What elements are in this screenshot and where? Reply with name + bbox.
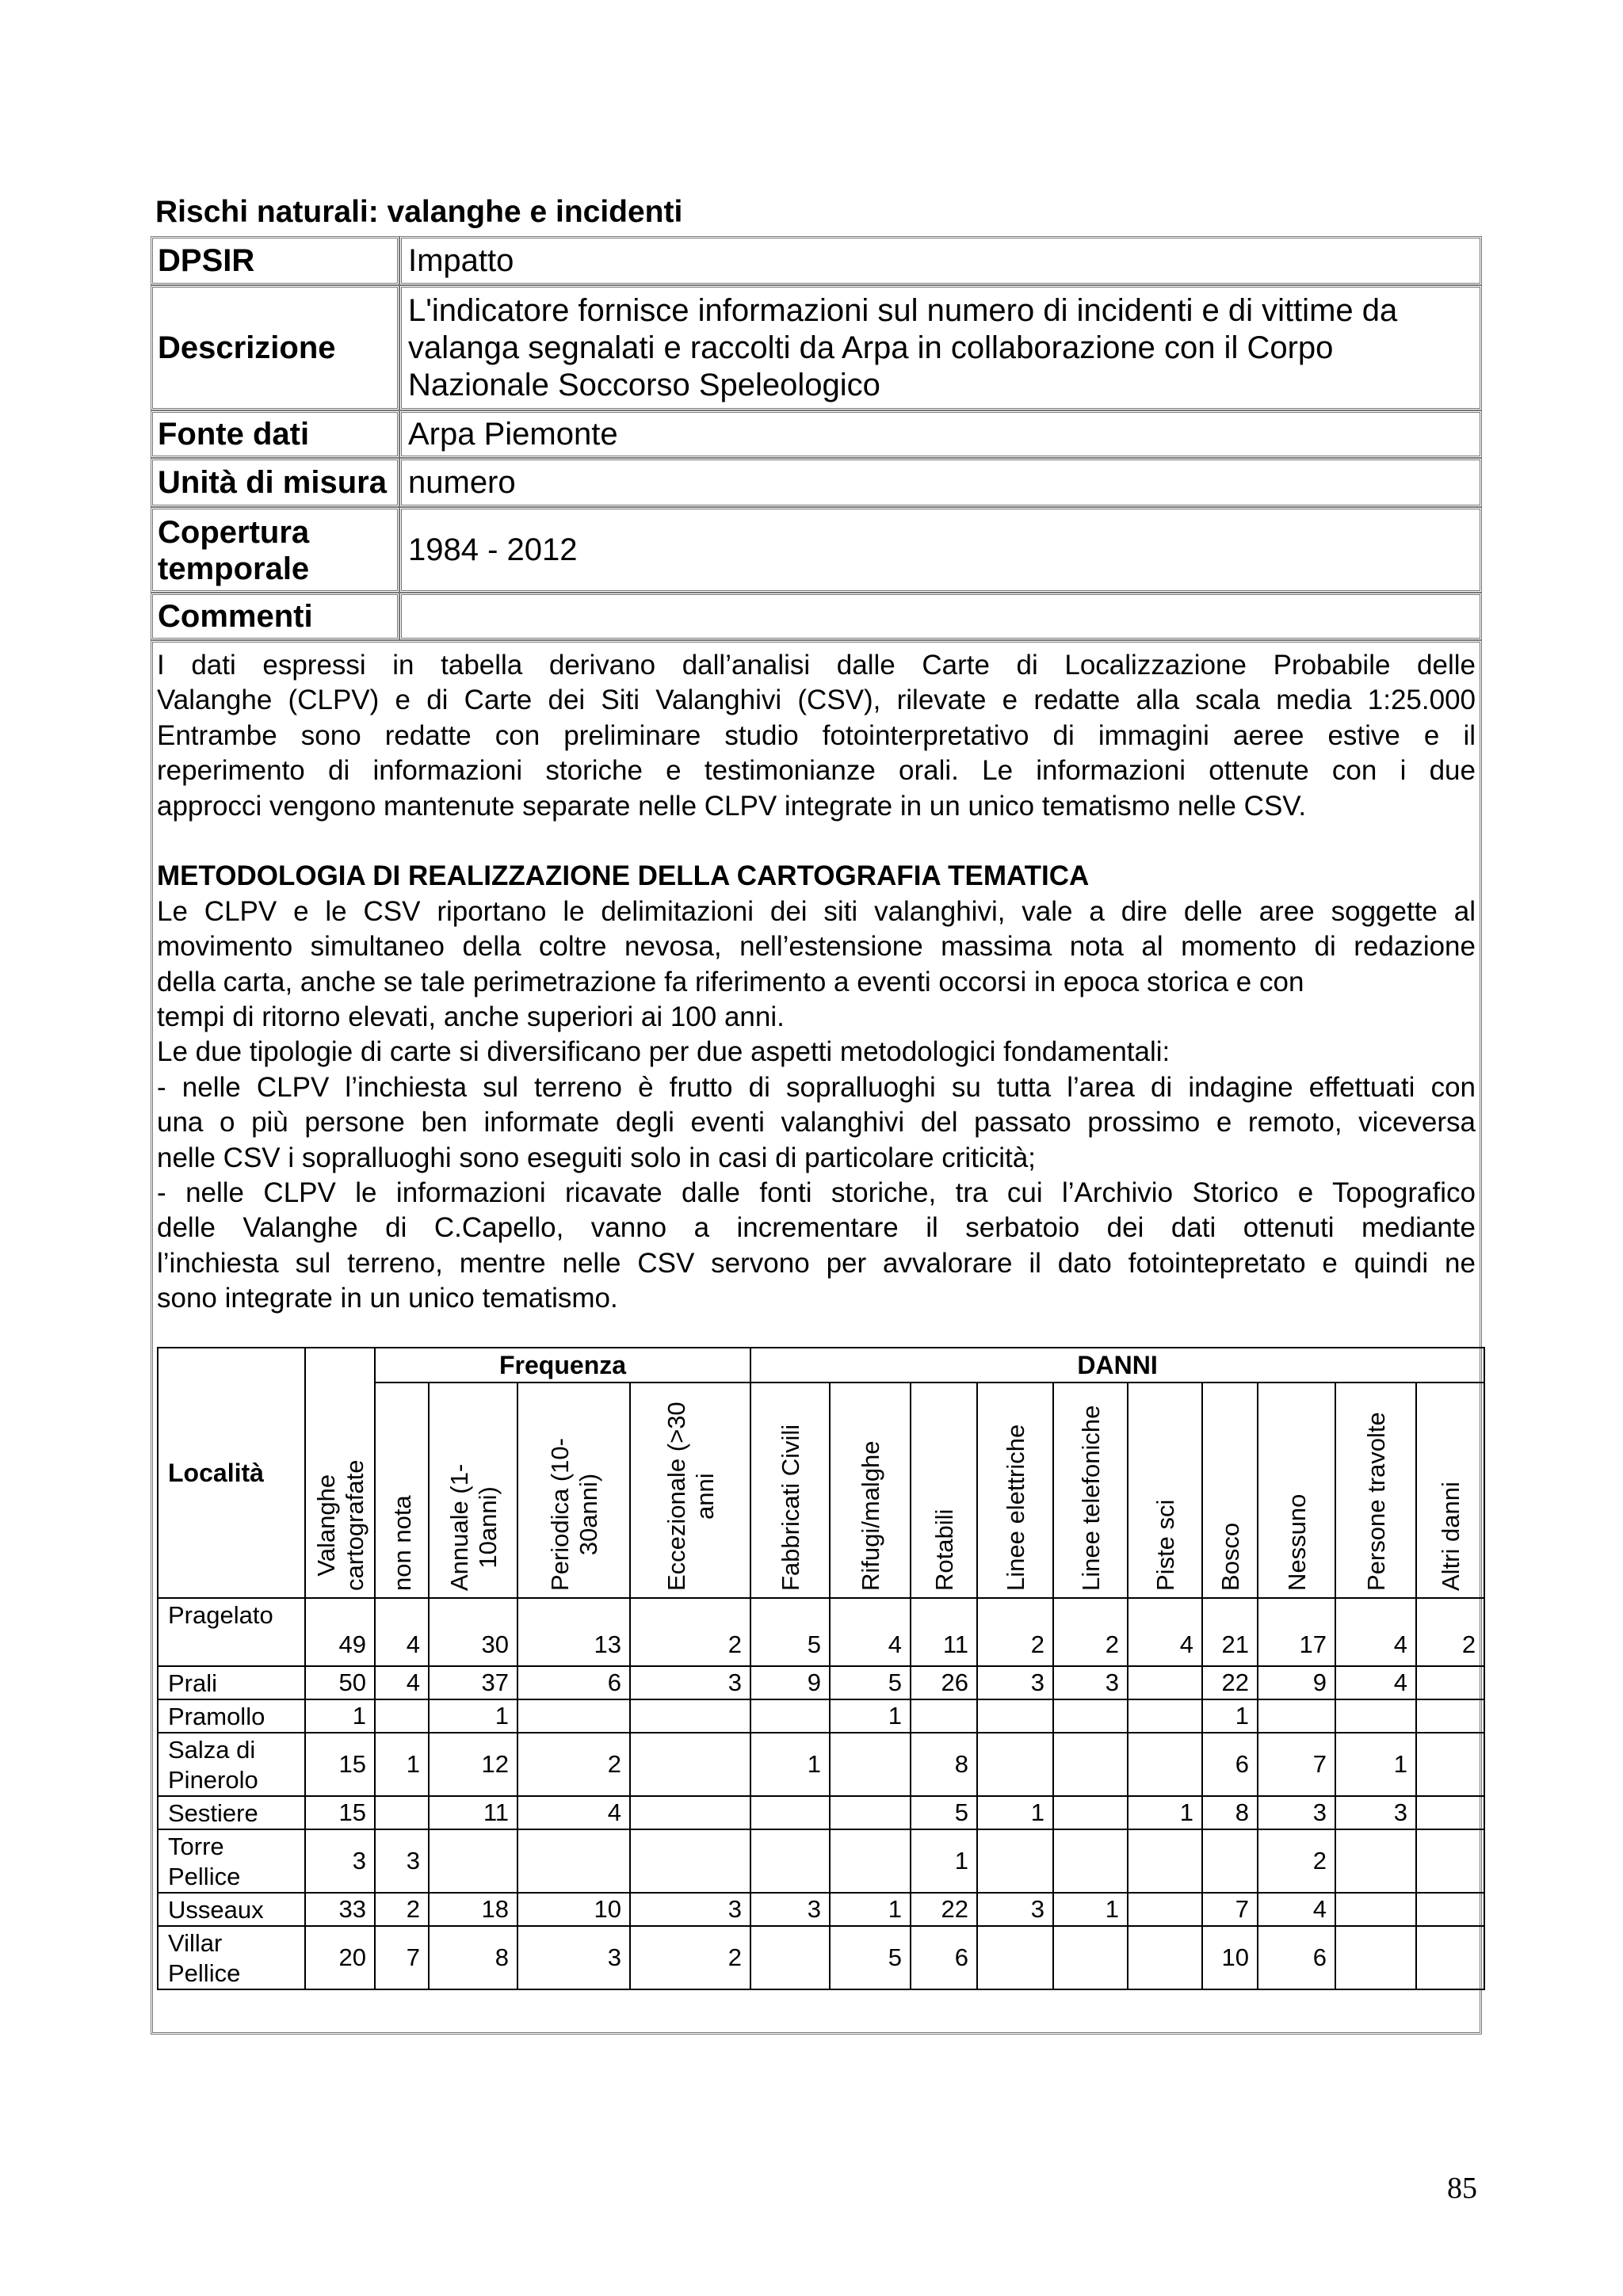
- table-cell: 1: [830, 1699, 911, 1733]
- table-cell: 8: [1202, 1796, 1258, 1829]
- table-cell: [375, 1699, 429, 1733]
- note-line: approcci vengono mantenute separate nelle CLPV integrate in un unico tematismo nelle CSV.: [157, 790, 1307, 822]
- table-cell: [630, 1796, 750, 1829]
- cell-localita: Torre Pellice: [158, 1829, 305, 1893]
- table-cell: 22: [911, 1893, 977, 1926]
- table-cell: 7: [1258, 1733, 1335, 1796]
- table-cell: 1: [1128, 1796, 1202, 1829]
- note-line: tempi di ritorno elevati, anche superiori ai 100 anni.: [157, 1001, 785, 1033]
- table-cell: 1: [911, 1829, 977, 1893]
- table-cell: 37: [429, 1666, 517, 1699]
- descrizione-line: Nazionale Soccorso Speleologico: [408, 368, 880, 402]
- table-cell: [429, 1829, 517, 1893]
- table-cell: 3: [517, 1926, 630, 1989]
- table-cell: 1: [830, 1893, 911, 1926]
- header-frequenza: Frequenza: [375, 1348, 750, 1383]
- header-danni-col-label: Bosco: [1216, 1522, 1245, 1591]
- table-cell: [1128, 1829, 1202, 1893]
- table-cell: 33: [305, 1893, 375, 1926]
- table-cell: 4: [1128, 1598, 1202, 1666]
- table-cell: [1335, 1829, 1416, 1893]
- cell-localita: Usseaux: [158, 1893, 305, 1926]
- table-cell: [630, 1699, 750, 1733]
- table-cell: 1: [750, 1733, 830, 1796]
- note-line: Valanghe (CLPV) e di Carte dei Siti Valanghivi (CSV), rilevate e redatte alla scala media 1:25.000: [157, 685, 1476, 716]
- table-cell: 1: [977, 1796, 1053, 1829]
- table-cell: [1416, 1796, 1484, 1829]
- table-cell: 12: [429, 1733, 517, 1796]
- table-cell: 4: [517, 1796, 630, 1829]
- table-cell: [750, 1926, 830, 1989]
- table-cell: [375, 1796, 429, 1829]
- fonte-value: Arpa Piemonte: [399, 410, 1482, 458]
- table-cell: 8: [911, 1733, 977, 1796]
- table-cell: [750, 1699, 830, 1733]
- header-danni-col-label: Linee elettriche: [1002, 1424, 1030, 1591]
- table-cell: [830, 1829, 911, 1893]
- table-cell: 10: [517, 1893, 630, 1926]
- table-cell: [1335, 1893, 1416, 1926]
- table-cell: 3: [977, 1666, 1053, 1699]
- table-cell: 1: [1053, 1893, 1128, 1926]
- table-cell: 2: [375, 1893, 429, 1926]
- table-cell: [1128, 1733, 1202, 1796]
- header-danni-col-label: Fabbricati Civili: [777, 1424, 805, 1591]
- header-danni-col-label: Rifugi/malghe: [857, 1440, 885, 1591]
- header-frequenza-col-label: Eccezionale (>30 anni: [663, 1402, 719, 1591]
- note-line: - nelle CLPV le informazioni ricavate dalle fonti storiche, tra cui l’Archivio Storico e Topografico: [157, 1177, 1476, 1209]
- header-danni-col-label: Persone travolte: [1362, 1412, 1391, 1591]
- header-frequenza-col-label: non nota: [388, 1495, 416, 1591]
- unita-label: Unità di misura: [151, 458, 399, 507]
- table-cell: [1053, 1796, 1128, 1829]
- header-danni-col-label: Piste sci: [1151, 1499, 1180, 1591]
- note-line: Le CLPV e le CSV riportano le delimitazioni dei siti valanghivi, vale a dire delle aree soggette al: [157, 895, 1476, 927]
- header-danni-col-label: Altri danni: [1437, 1482, 1465, 1591]
- note-line: nelle CSV i sopralluoghi sono eseguiti solo in casi di particolare criticità;: [157, 1142, 1036, 1173]
- table-cell: 10: [1202, 1926, 1258, 1989]
- table-cell: 1: [305, 1699, 375, 1733]
- table-cell: 49: [305, 1598, 375, 1666]
- table-cell: [1416, 1666, 1484, 1699]
- table-cell: 4: [1335, 1598, 1416, 1666]
- table-row: [158, 1699, 1484, 1733]
- table-cell: 1: [429, 1699, 517, 1733]
- table-cell: 7: [375, 1926, 429, 1989]
- header-frequenza-col-label: Annuale (1- 10anni): [445, 1463, 502, 1591]
- note-line: della carta, anche se tale perimetrazione fa riferimento a eventi occorsi in epoca storica e con: [157, 966, 1304, 997]
- table-row: [158, 1598, 1484, 1666]
- section-title: Rischi naturali: valanghe e incidenti: [155, 195, 683, 229]
- table-row: [158, 1666, 1484, 1699]
- note-line: l’inchiesta sul terreno, mentre nelle CSV servono per avvalorare il dato fotointepretato e quindi ne: [157, 1247, 1476, 1279]
- commenti-label: Commenti: [151, 593, 399, 640]
- header-danni-col: [1202, 1383, 1258, 1598]
- header-danni-col: [830, 1383, 911, 1598]
- table-cell: [517, 1829, 630, 1893]
- table-cell: [630, 1829, 750, 1893]
- table-cell: 4: [830, 1598, 911, 1666]
- table-cell: 2: [1053, 1598, 1128, 1666]
- table-cell: 5: [911, 1796, 977, 1829]
- table-cell: [517, 1699, 630, 1733]
- table-cell: [1128, 1666, 1202, 1699]
- table-cell: 2: [630, 1598, 750, 1666]
- descrizione-value: [399, 285, 1482, 410]
- table-cell: 2: [1416, 1598, 1484, 1666]
- header-danni-col: [1335, 1383, 1416, 1598]
- table-cell: 6: [911, 1926, 977, 1989]
- table-cell: 7: [1202, 1893, 1258, 1926]
- table-cell: [750, 1829, 830, 1893]
- table-cell: 15: [305, 1796, 375, 1829]
- table-cell: 1: [1335, 1733, 1416, 1796]
- table-cell: [1053, 1733, 1128, 1796]
- table-cell: 20: [305, 1926, 375, 1989]
- table-cell: 15: [305, 1733, 375, 1796]
- table-cell: 3: [1053, 1666, 1128, 1699]
- table-cell: [1128, 1699, 1202, 1733]
- descrizione-line: L'indicatore fornisce informazioni sul numero di incidenti e di vittime da: [408, 293, 1398, 328]
- table-cell: [1416, 1829, 1484, 1893]
- table-cell: [1416, 1926, 1484, 1989]
- header-danni-col-label: Nessuno: [1283, 1493, 1312, 1591]
- note-line: reperimento di informazioni storiche e testimonianze orali. Le informazioni ottenute con i due: [157, 755, 1476, 787]
- table-cell: [1128, 1893, 1202, 1926]
- table-cell: 6: [1202, 1733, 1258, 1796]
- table-cell: [750, 1796, 830, 1829]
- header-danni-col: [911, 1383, 977, 1598]
- descrizione-label: Descrizione: [151, 285, 399, 410]
- table-cell: 2: [977, 1598, 1053, 1666]
- copertura-label-line: temporale: [158, 551, 310, 586]
- table-cell: 3: [750, 1893, 830, 1926]
- table-cell: 8: [429, 1926, 517, 1989]
- table-cell: [1416, 1699, 1484, 1733]
- header-danni-col: [1128, 1383, 1202, 1598]
- header-danni-col-label: Linee telefoniche: [1077, 1405, 1106, 1591]
- table-cell: [977, 1926, 1053, 1989]
- table-cell: 26: [911, 1666, 977, 1699]
- cell-localita: Sestiere: [158, 1796, 305, 1829]
- commenti-value: [399, 593, 1482, 640]
- table-cell: 50: [305, 1666, 375, 1699]
- notes-text: [157, 648, 1476, 1317]
- page-number: 85: [1447, 2172, 1477, 2205]
- table-cell: 2: [517, 1733, 630, 1796]
- table-row: [158, 1733, 1484, 1796]
- table-cell: [977, 1829, 1053, 1893]
- table-cell: [1416, 1893, 1484, 1926]
- table-cell: [830, 1796, 911, 1829]
- table-cell: 4: [1335, 1666, 1416, 1699]
- cell-localita: Pramollo: [158, 1699, 305, 1733]
- table-cell: 3: [1335, 1796, 1416, 1829]
- table-cell: 3: [1258, 1796, 1335, 1829]
- table-cell: 3: [630, 1666, 750, 1699]
- table-cell: 11: [429, 1796, 517, 1829]
- table-cell: 9: [750, 1666, 830, 1699]
- dpsir-label: DPSIR: [151, 236, 399, 285]
- note-line: delle Valanghe di C.Capello, vanno a incrementare il serbatoio dei dati ottenuti mediante: [157, 1212, 1476, 1244]
- table-cell: 4: [375, 1598, 429, 1666]
- table-cell: 6: [1258, 1926, 1335, 1989]
- table-cell: [1053, 1926, 1128, 1989]
- cell-localita: Villar Pellice: [158, 1926, 305, 1989]
- table-cell: 1: [375, 1733, 429, 1796]
- table-cell: 1: [1202, 1699, 1258, 1733]
- header-danni-col: [1053, 1383, 1128, 1598]
- note-line: - nelle CLPV l’inchiesta sul terreno è frutto di sopralluoghi su tutta l’area di indagine effettuati con: [157, 1071, 1476, 1103]
- table-cell: 22: [1202, 1666, 1258, 1699]
- cell-localita: Salza di Pinerolo: [158, 1733, 305, 1796]
- note-line: movimento simultaneo della coltre nevosa, nell’estensione massima nota al momento di redazione: [157, 931, 1476, 963]
- header-frequenza-col: [630, 1383, 750, 1598]
- table-cell: 5: [830, 1926, 911, 1989]
- table-cell: 3: [305, 1829, 375, 1893]
- table-cell: [1335, 1926, 1416, 1989]
- table-cell: 11: [911, 1598, 977, 1666]
- table-cell: 4: [375, 1666, 429, 1699]
- copertura-value: 1984 - 2012: [399, 507, 1482, 593]
- table-cell: 18: [429, 1893, 517, 1926]
- table-cell: [1053, 1829, 1128, 1893]
- table-cell: 3: [977, 1893, 1053, 1926]
- header-frequenza-col: [375, 1383, 429, 1598]
- table-cell: 3: [630, 1893, 750, 1926]
- header-danni-col: [1258, 1383, 1335, 1598]
- table-cell: 21: [1202, 1598, 1258, 1666]
- table-cell: [1335, 1699, 1416, 1733]
- header-frequenza-col: [517, 1383, 630, 1598]
- cell-localita: Prali: [158, 1666, 305, 1699]
- table-cell: 4: [1258, 1893, 1335, 1926]
- note-line: sono integrate in un unico tematismo.: [157, 1283, 618, 1314]
- note-line: una o più persone ben informate degli eventi valanghivi del passato prossimo e remoto, viceversa: [157, 1107, 1476, 1138]
- table-cell: [1258, 1699, 1335, 1733]
- table-cell: 9: [1258, 1666, 1335, 1699]
- descrizione-line: valanga segnalati e raccolti da Arpa in collaborazione con il Corpo: [408, 330, 1334, 365]
- dpsir-value: Impatto: [399, 236, 1482, 285]
- table-cell: 3: [375, 1829, 429, 1893]
- table-cell: [830, 1733, 911, 1796]
- table-cell: 17: [1258, 1598, 1335, 1666]
- table-cell: [1202, 1829, 1258, 1893]
- header-valanghe-cartografate-label: Valanghe cartografate: [312, 1459, 369, 1591]
- header-danni: DANNI: [750, 1348, 1484, 1383]
- table-cell: 13: [517, 1598, 630, 1666]
- header-danni-col: [750, 1383, 830, 1598]
- table-row: [158, 1829, 1484, 1893]
- cell-localita: Pragelato: [158, 1598, 305, 1666]
- table-cell: 6: [517, 1666, 630, 1699]
- table-cell: [1053, 1699, 1128, 1733]
- table-row: [158, 1893, 1484, 1926]
- unita-value: numero: [399, 458, 1482, 507]
- table-cell: [1128, 1926, 1202, 1989]
- note-line: Le due tipologie di carte si diversificano per due aspetti metodologici fondamentali:: [157, 1036, 1170, 1068]
- header-frequenza-col-label: Periodica (10- 30anni): [546, 1438, 602, 1591]
- header-danni-col: [977, 1383, 1053, 1598]
- copertura-label-line: Copertura: [158, 515, 310, 550]
- header-danni-col: [1416, 1383, 1484, 1598]
- header-valanghe-cartografate: [305, 1348, 375, 1598]
- fonte-label: Fonte dati: [151, 410, 399, 458]
- header-frequenza-col: [429, 1383, 517, 1598]
- table-row: [158, 1926, 1484, 1989]
- table-cell: 5: [750, 1598, 830, 1666]
- header-localita: Località: [158, 1348, 305, 1598]
- note-line: Entrambe sono redatte con preliminare studio fotointerpretativo di immagini aeree estive e il: [157, 719, 1476, 751]
- table-cell: [977, 1733, 1053, 1796]
- table-cell: [977, 1699, 1053, 1733]
- avalanche-data-table: [157, 1347, 1485, 1990]
- table-cell: [630, 1733, 750, 1796]
- table-cell: 2: [1258, 1829, 1335, 1893]
- copertura-label: [151, 507, 399, 593]
- table-cell: 5: [830, 1666, 911, 1699]
- notes-heading: METODOLOGIA DI REALIZZAZIONE DELLA CARTOGRAFIA TEMATICA: [157, 860, 1090, 892]
- table-cell: [911, 1699, 977, 1733]
- note-line: I dati espressi in tabella derivano dall’analisi dalle Carte di Localizzazione Probabile delle: [157, 650, 1476, 681]
- table-cell: 2: [630, 1926, 750, 1989]
- table-cell: [1416, 1733, 1484, 1796]
- table-row: [158, 1796, 1484, 1829]
- header-danni-col-label: Rotabili: [930, 1508, 959, 1591]
- table-cell: 30: [429, 1598, 517, 1666]
